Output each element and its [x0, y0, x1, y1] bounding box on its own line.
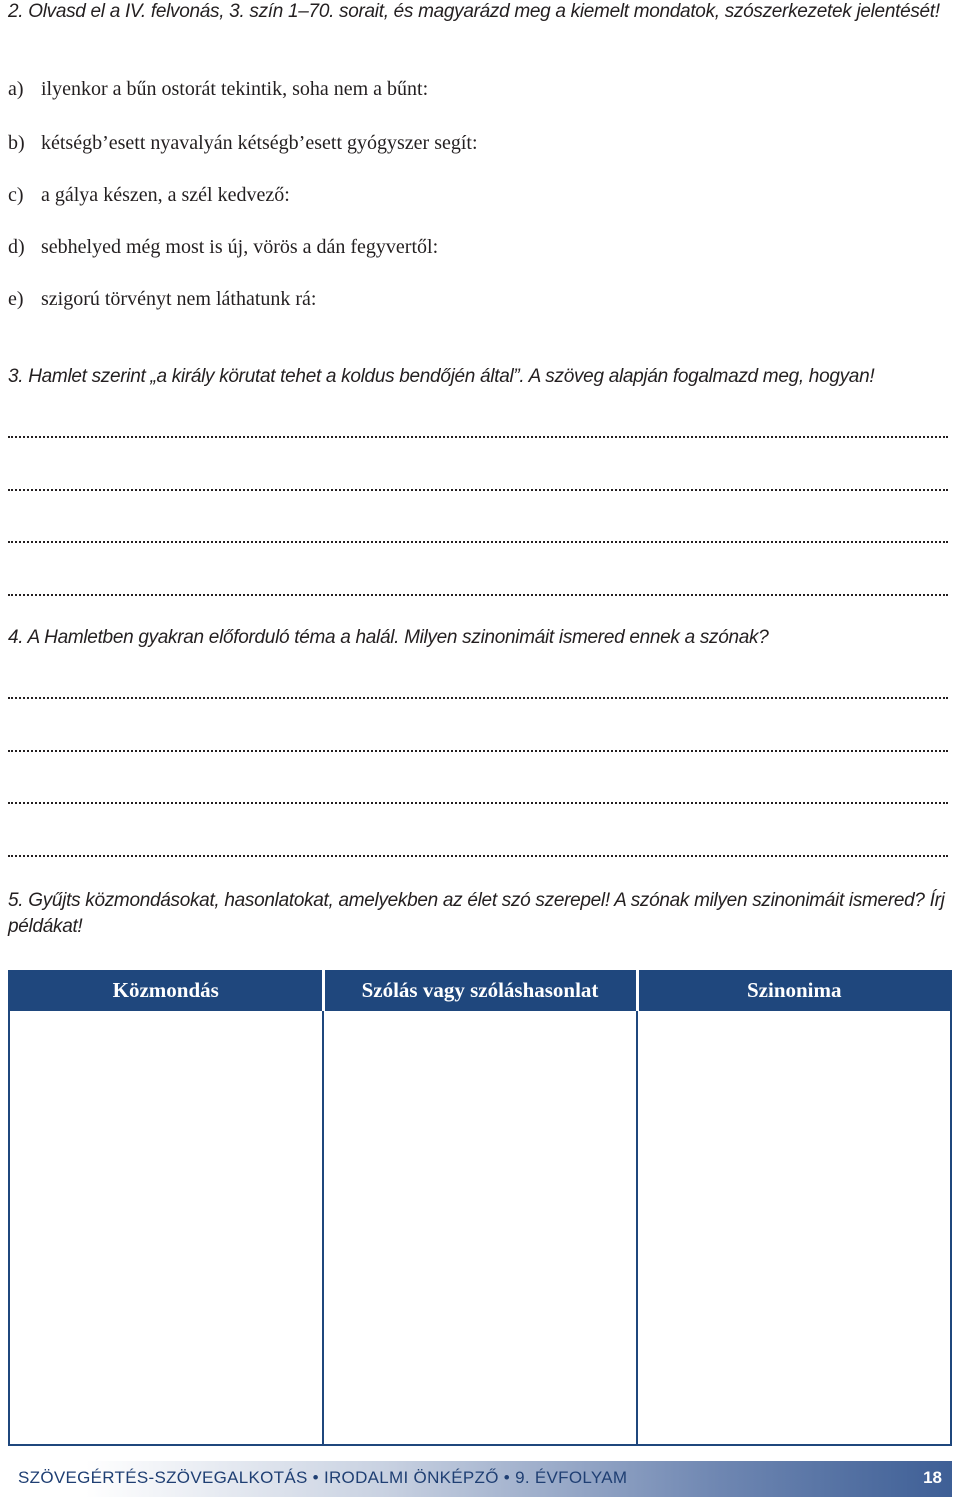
task-4-prompt: 4. A Hamletben gyakran előforduló téma a halál. Milyen szinonimáit ismered ennek a szónak?	[8, 627, 769, 648]
answer-cell-kozmondas[interactable]	[9, 1010, 323, 1445]
task-5-prompt: 5. Gyűjts közmondásokat, hasonlatokat, amelyekben az élet szó szerepel! A szónak milyen szinonimáit ismered? Írj példákat!	[8, 890, 945, 937]
item-label: e)	[8, 288, 24, 310]
task-2-item-e	[8, 286, 316, 312]
answer-line[interactable]	[8, 693, 948, 699]
answer-line[interactable]	[8, 485, 948, 491]
answer-line[interactable]	[8, 851, 948, 857]
item-text: szigorú törvényt nem láthatunk rá:	[41, 288, 317, 310]
page-footer	[10, 1461, 952, 1497]
task-2-item-c	[8, 182, 290, 208]
task-2-item-d	[8, 234, 438, 260]
item-text: a gálya készen, a szél kedvező:	[41, 184, 290, 206]
answer-table	[8, 970, 952, 1446]
answer-line[interactable]	[8, 798, 948, 804]
item-label: d)	[8, 236, 25, 258]
item-label: c)	[8, 184, 24, 206]
footer-title: SZÖVEGÉRTÉS-SZÖVEGALKOTÁS • IRODALMI ÖNKÉPZŐ • 9. ÉVFOLYAM	[18, 1468, 628, 1487]
item-text: ilyenkor a bűn ostorát tekintik, soha nem a bűnt:	[41, 78, 429, 100]
page-number: 18	[923, 1468, 942, 1487]
answer-line[interactable]	[8, 537, 948, 543]
column-header-szinonima: Szinonima	[637, 971, 951, 1010]
answer-line[interactable]	[8, 432, 948, 438]
answer-line[interactable]	[8, 590, 948, 596]
item-label: a)	[8, 78, 24, 100]
item-text: sebhelyed még most is új, vörös a dán fegyvertől:	[41, 236, 439, 258]
item-label: b)	[8, 132, 25, 154]
task-3-prompt: 3. Hamlet szerint „a király körutat tehet a koldus bendőjén által”. A szöveg alapján fogalmazd meg, hogyan!	[8, 366, 875, 387]
answer-line[interactable]	[8, 746, 948, 752]
column-header-kozmondas: Közmondás	[9, 971, 323, 1010]
column-header-szolas: Szólás vagy szóláshasonlat	[323, 971, 637, 1010]
task-2-prompt: 2. Olvasd el a IV. felvonás, 3. szín 1–70. sorait, és magyarázd meg a kiemelt mondatok, szószerkezetek jelentését!	[8, 1, 940, 22]
item-text: kétségb’esett nyavalyán kétségb’esett gyógyszer segít:	[41, 132, 478, 154]
answer-cell-szolas[interactable]	[323, 1010, 637, 1445]
task-2-item-a	[8, 76, 428, 102]
task-2-item-b	[8, 130, 478, 156]
answer-cell-szinonima[interactable]	[637, 1010, 951, 1445]
